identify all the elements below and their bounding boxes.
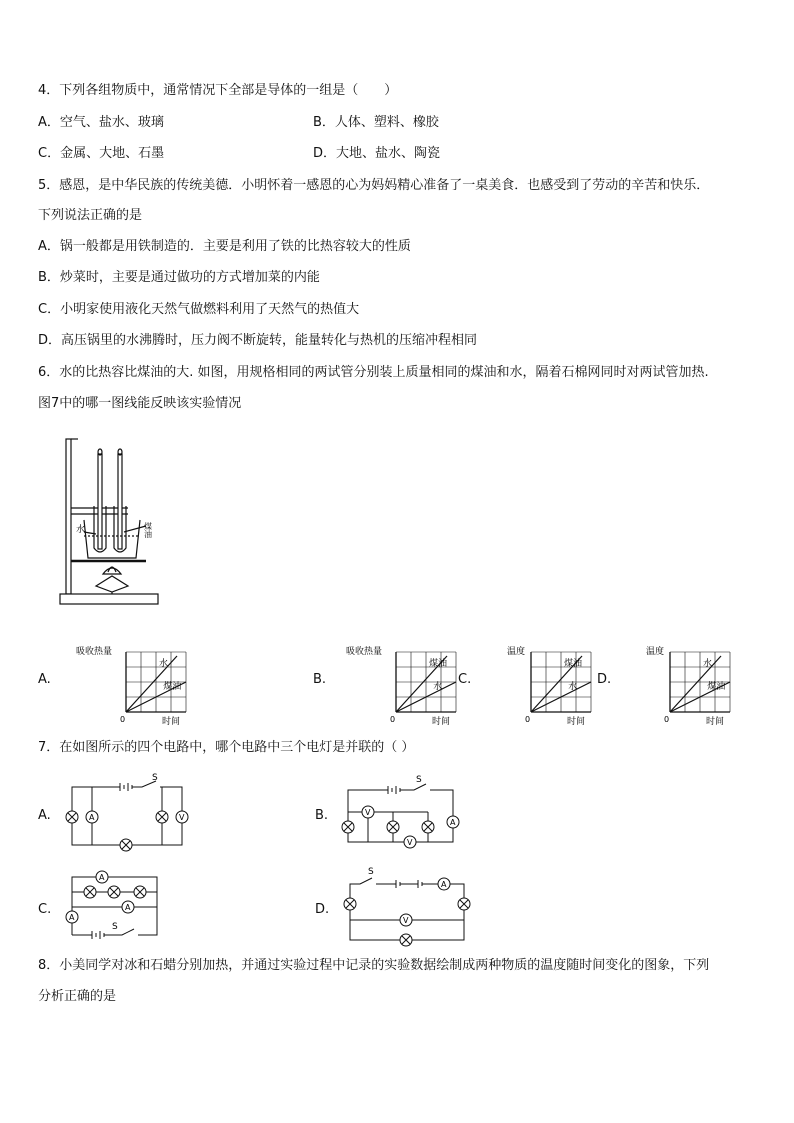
q7-letter-d: D.	[315, 902, 330, 917]
q7-letter-c: C.	[38, 902, 52, 917]
switch-label: S	[152, 773, 158, 783]
series-label-lower: 水	[568, 682, 578, 693]
lamp	[344, 898, 356, 910]
q7-stem: 7．在如图所示的四个电路中，哪个电路中三个电灯是并联的（ ）	[38, 740, 415, 755]
lamp	[134, 886, 146, 898]
circuit-d	[338, 862, 478, 947]
y-axis-label: 吸收热量	[346, 647, 383, 657]
y-axis-label: 吸收热量	[76, 647, 113, 657]
voltmeter-label: V	[179, 813, 185, 822]
q5-option-a: A．锅一般都是用铁制造的．主要是利用了铁的比热容较大的性质	[38, 239, 411, 254]
q5-option-c: C．小明家使用液化天然气做燃料利用了天然气的热值大	[38, 302, 360, 317]
switch-label: S	[416, 775, 422, 785]
water-label: 水	[76, 525, 86, 535]
lamp	[66, 811, 78, 823]
lamp	[120, 839, 132, 851]
x-axis-label: 时间	[706, 717, 725, 727]
q6-option-letter: D.	[597, 672, 612, 687]
ammeter-label: A	[99, 873, 105, 882]
lamp	[342, 821, 354, 833]
q8-stem-line1: 8．小美同学对冰和石蜡分别加热，并通过实验过程中记录的实验数据绘制成两种物质的温度随时间变化的图象，下列	[38, 958, 710, 973]
ammeter-label: A	[450, 818, 456, 827]
q4-option-b: B．人体、塑料、橡胶	[313, 115, 439, 130]
switch-label: S	[112, 922, 118, 932]
switch-label: S	[368, 867, 374, 877]
lamp	[400, 934, 412, 946]
q7-letter-a: A.	[38, 808, 51, 823]
q6-option-letter: A.	[38, 672, 51, 687]
q5-stem-line1: 5．感恩，是中华民族的传统美德．小明怀着一感恩的心为妈妈精心准备了一桌美食．也感受到了劳动的辛苦和快乐．	[38, 178, 710, 193]
q6-graph	[56, 640, 196, 725]
kerosene-label: 煤油	[143, 522, 153, 538]
lamp	[387, 821, 399, 833]
voltmeter-label: V	[365, 808, 371, 817]
origin-label: 0	[120, 715, 126, 724]
q4-option-c: C．金属、大地、石墨	[38, 146, 165, 161]
circuit-a	[62, 775, 192, 850]
series-label-lower: 煤油	[707, 682, 726, 693]
voltmeter-label: V	[407, 838, 413, 847]
series-label-lower: 煤油	[163, 682, 182, 693]
series-label-lower: 水	[433, 682, 443, 693]
q6-option-letter: B.	[313, 672, 327, 687]
ammeter-label: A	[441, 880, 447, 889]
series-label-upper: 水	[159, 659, 169, 669]
ammeter-label: A	[89, 813, 95, 822]
origin-label: 0	[390, 715, 396, 724]
x-axis-label: 时间	[432, 717, 451, 727]
q4-option-a: A．空气、盐水、玻璃	[38, 115, 164, 130]
ammeter-label: A	[125, 903, 131, 912]
q4-option-d: D．大地、盐水、陶瓷	[313, 146, 441, 161]
q6-graph	[331, 640, 471, 725]
circuit-c	[62, 867, 172, 942]
lamp	[84, 886, 96, 898]
origin-label: 0	[664, 715, 670, 724]
q5-option-d: D．高压锅里的水沸腾时，压力阀不断旋转，能量转化与热机的压缩冲程相同	[38, 333, 478, 348]
series-label-upper: 水	[703, 659, 713, 669]
circuit-b	[338, 772, 468, 854]
q7-letter-b: B.	[315, 808, 329, 823]
y-axis-label: 温度	[646, 647, 665, 657]
q4-stem: 4．下列各组物质中，通常情况下全部是导体的一组是（ ）	[38, 83, 398, 98]
q8-stem-line2: 分析正确的是	[38, 989, 117, 1004]
x-axis-label: 时间	[567, 717, 586, 727]
series-label-upper: 煤油	[564, 659, 583, 669]
series-label-upper: 煤油	[429, 659, 448, 669]
ammeter-label: A	[69, 913, 75, 922]
lamp	[422, 821, 434, 833]
q6-option-letter: C.	[458, 672, 472, 687]
voltmeter-label: V	[403, 916, 409, 925]
y-axis-label: 温度	[507, 647, 526, 657]
q6-stem-line2: 图7中的哪一图线能反映该实验情况	[38, 396, 242, 411]
x-axis-label: 时间	[162, 717, 181, 727]
q5-stem-line2: 下列说法正确的是	[38, 208, 143, 223]
lamp	[458, 898, 470, 910]
heating-apparatus-figure	[58, 436, 168, 611]
q5-option-b: B．炒菜时，主要是通过做功的方式增加菜的内能	[38, 270, 320, 285]
q6-graph	[615, 640, 755, 725]
lamp	[156, 811, 168, 823]
origin-label: 0	[525, 715, 531, 724]
q6-stem-line1: 6．水的比热容比煤油的大. 如图，用规格相同的两试管分别装上质量相同的煤油和水，隔着石棉网同时对两试管加热.	[38, 365, 709, 380]
q6-graph	[476, 640, 616, 725]
lamp	[108, 886, 120, 898]
